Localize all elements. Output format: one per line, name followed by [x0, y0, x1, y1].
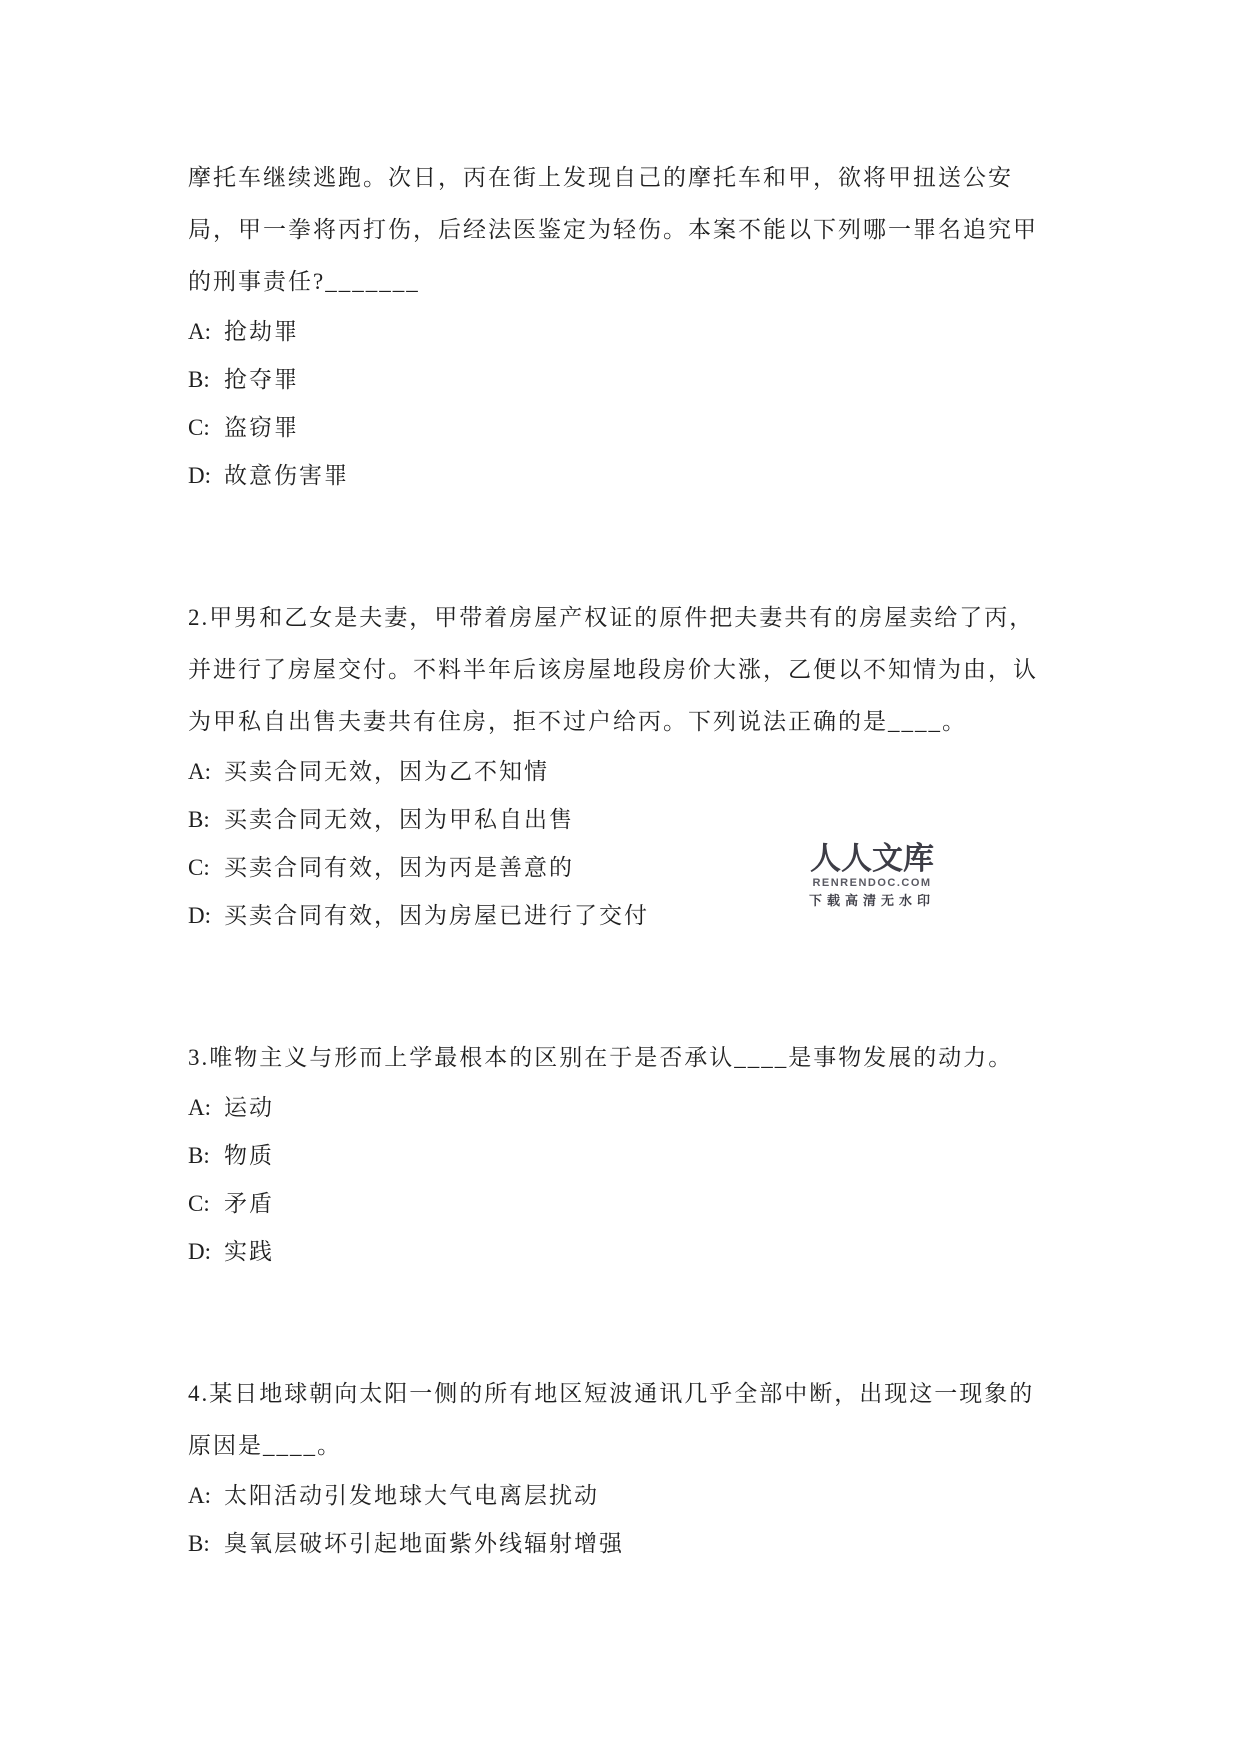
- option-label: D:: [188, 903, 211, 928]
- option-label: B:: [188, 1531, 210, 1556]
- watermark-domain: RENRENDOC.COM: [812, 877, 932, 889]
- questions: [188, 152, 1088, 1660]
- option-text: 运动: [224, 1095, 274, 1120]
- option-label: C:: [188, 415, 210, 440]
- option-label: A:: [188, 1483, 211, 1508]
- option-label: A:: [188, 1095, 211, 1120]
- watermark: [806, 842, 938, 908]
- watermark-brand: 人人文库: [810, 841, 934, 876]
- watermark-tagline: 下载高清无水印: [808, 893, 935, 908]
- option-label: C:: [188, 1191, 210, 1216]
- option-text: 太阳活动引发地球大气电离层扰动: [224, 1483, 599, 1508]
- question-block: [188, 592, 1088, 940]
- option-text: 抢夺罪: [224, 367, 299, 392]
- question-text-line: 2.甲男和乙女是夫妻，甲带着房屋产权证的原件把夫妻共有的房屋卖给了丙，: [188, 605, 1035, 630]
- option-row: [188, 1228, 1088, 1276]
- option-label: A:: [188, 319, 211, 344]
- option-text: 买卖合同无效，因为乙不知情: [224, 759, 549, 784]
- option-text: 物质: [224, 1143, 274, 1168]
- option-text: 抢劫罪: [224, 319, 299, 344]
- option-row: [188, 1472, 1088, 1520]
- option-row: [188, 404, 1088, 452]
- option-text: 臭氧层破坏引起地面紫外线辐射增强: [224, 1531, 624, 1556]
- question-text-line: 为甲私自出售夫妻共有住房，拒不过户给丙。下列说法正确的是____。: [188, 709, 967, 734]
- option-row: [188, 748, 1088, 796]
- question-block: [188, 1368, 1088, 1568]
- option-text: 实践: [224, 1239, 274, 1264]
- option-text: 盗窃罪: [224, 415, 299, 440]
- option-row: [188, 356, 1088, 404]
- option-row: [188, 1180, 1088, 1228]
- option-row: [188, 1084, 1088, 1132]
- option-row: [188, 452, 1088, 500]
- question-block: [188, 152, 1088, 500]
- option-row: [188, 892, 1088, 940]
- option-text: 故意伤害罪: [224, 463, 349, 488]
- question-block: [188, 1032, 1088, 1276]
- option-text: 买卖合同有效，因为房屋已进行了交付: [224, 903, 649, 928]
- question-text-line: 摩托车继续逃跑。次日，丙在街上发现自己的摩托车和甲，欲将甲扭送公安: [188, 165, 1013, 190]
- option-label: B:: [188, 367, 210, 392]
- option-label: C:: [188, 855, 210, 880]
- question-text-line: 3.唯物主义与形而上学最根本的区别在于是否承认____是事物发展的动力。: [188, 1045, 1014, 1070]
- option-label: A:: [188, 759, 211, 784]
- option-row: [188, 308, 1088, 356]
- question-text-line: 局，甲一拳将丙打伤，后经法医鉴定为轻伤。本案不能以下列哪一罪名追究甲: [188, 217, 1038, 242]
- question-text-line: 并进行了房屋交付。不料半年后该房屋地段房价大涨，乙便以不知情为由，认: [188, 657, 1038, 682]
- option-label: B:: [188, 1143, 210, 1168]
- option-text: 买卖合同无效，因为甲私自出售: [224, 807, 574, 832]
- option-label: D:: [188, 463, 211, 488]
- option-row: [188, 841, 1088, 892]
- option-row: [188, 1520, 1088, 1568]
- option-label: D:: [188, 1239, 211, 1264]
- option-text: 矛盾: [224, 1191, 274, 1216]
- option-row: [188, 796, 1088, 844]
- question-text-line: 原因是____。: [188, 1433, 342, 1458]
- question-text-line: 4.某日地球朝向太阳一侧的所有地区短波通讯几乎全部中断，出现这一现象的: [188, 1381, 1035, 1406]
- option-label: B:: [188, 807, 210, 832]
- question-text-line: 的刑事责任?_______: [188, 269, 420, 294]
- option-text: 买卖合同有效，因为丙是善意的: [224, 855, 574, 880]
- option-row: [188, 1132, 1088, 1180]
